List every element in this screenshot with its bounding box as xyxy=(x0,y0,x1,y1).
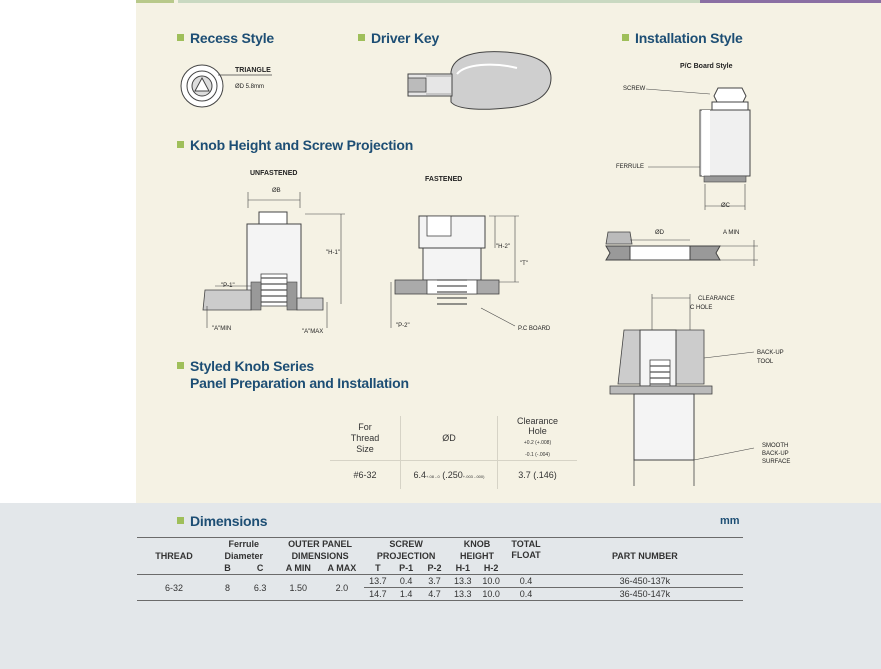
fastened-drawing xyxy=(385,198,545,338)
outer-panel-header: OUTER PANEL xyxy=(276,538,363,551)
clearance-table xyxy=(330,416,577,489)
dimensions-table xyxy=(137,537,743,601)
t-cell: 14.7 xyxy=(364,588,392,601)
a-min-knob-label: "A"MIN xyxy=(212,326,232,332)
table-row xyxy=(137,575,743,588)
p1-cell: 0.4 xyxy=(392,575,420,588)
knob-height-header: KNOB xyxy=(449,538,506,551)
recess-shape-label: TRIANGLE xyxy=(235,67,271,74)
p2-subheader: P-2 xyxy=(420,562,448,575)
bullet-icon xyxy=(177,141,184,148)
h2-label: "H-2" xyxy=(496,244,510,250)
units-label: mm xyxy=(720,515,740,527)
bullet-icon xyxy=(622,34,629,41)
clearance-label: CLEARANCE xyxy=(698,296,735,302)
p1-label: "P-1" xyxy=(221,283,235,289)
part-number-cell: 36-450-137k xyxy=(547,575,743,588)
a-min-label: A MIN xyxy=(723,230,740,236)
panel-prep-heading: Panel Preparation and Installation xyxy=(190,375,409,391)
backup-tool-label-2: TOOL xyxy=(757,359,774,365)
bullet-icon xyxy=(177,34,184,41)
total-float-header: TOTAL FLOAT xyxy=(505,538,546,563)
driver-key-heading: Driver Key xyxy=(358,29,439,47)
backup-tool-label: BACK-UP xyxy=(757,350,784,356)
fastened-label: FASTENED xyxy=(425,176,463,183)
float-cell: 0.4 xyxy=(505,575,546,588)
float-cell: 0.4 xyxy=(505,588,546,601)
d-cell: 6.4+.08 -.0 (.250+.003 -.000) xyxy=(401,461,498,489)
bullet-icon xyxy=(177,362,184,369)
clearance-hole-header: Clearance Hole +0.2 (+.008) -0.1 (-.004) xyxy=(498,416,578,461)
a-min-cell: 1.50 xyxy=(276,575,320,601)
t-subheader: T xyxy=(364,562,392,575)
screw-projection-header: SCREW xyxy=(364,538,449,551)
ferrule-header-2: Diameter xyxy=(224,551,264,561)
thread-size-cell: #6-32 xyxy=(330,461,401,489)
recess-diameter-label: ØD 5.8mm xyxy=(235,84,265,90)
bullet-icon xyxy=(358,34,365,41)
pc-board-label: P.C BOARD xyxy=(518,326,551,332)
t-cell: 13.7 xyxy=(364,575,392,588)
c-subheader: C xyxy=(244,562,277,575)
knob-height-heading: Knob Height and Screw Projection xyxy=(177,136,413,154)
h1-subheader: H-1 xyxy=(449,562,477,575)
p1-subheader: P-1 xyxy=(392,562,420,575)
driver-key-drawing xyxy=(405,50,555,115)
part-number-cell: 36-450-147k xyxy=(547,588,743,601)
thread-header: THREAD xyxy=(137,538,211,575)
h1-cell: 13.3 xyxy=(449,575,477,588)
pc-board-style-label: P/C Board Style xyxy=(680,63,733,70)
screw-label: SCREW xyxy=(623,86,646,92)
h2-cell: 10.0 xyxy=(477,575,505,588)
a-min-subheader: A MIN xyxy=(276,562,320,575)
bullet-icon xyxy=(177,517,184,524)
panel-prep-drawing xyxy=(600,290,770,500)
top-accent-bar xyxy=(700,0,881,3)
b-cell: 8 xyxy=(211,575,244,601)
a-max-knob-label: "A"MAX xyxy=(302,329,324,335)
top-accent-bar xyxy=(136,0,174,3)
p2-cell: 3.7 xyxy=(420,575,448,588)
unfastened-drawing xyxy=(195,186,345,336)
h1-cell: 13.3 xyxy=(449,588,477,601)
p1-cell: 1.4 xyxy=(392,588,420,601)
t-label: "T" xyxy=(520,261,528,267)
a-max-cell: 2.0 xyxy=(320,575,364,601)
screw-projection-header-2: PROJECTION xyxy=(376,551,436,561)
smooth-label-3: SURFACE xyxy=(762,459,791,465)
recess-style-heading: Recess Style xyxy=(177,29,274,47)
styled-knob-heading: Styled Knob Series xyxy=(177,357,314,375)
ferrule-label: FERRULE xyxy=(616,164,645,170)
b-subheader: B xyxy=(211,562,244,575)
part-number-header: PART NUMBER xyxy=(547,538,743,575)
installation-drawing xyxy=(600,80,760,270)
p2-label: "P-2" xyxy=(396,323,410,329)
unfastened-label: UNFASTENED xyxy=(250,170,298,177)
installation-style-heading: Installation Style xyxy=(622,29,743,47)
h1-label: "H-1" xyxy=(326,250,340,256)
d-diameter-label: ØD xyxy=(655,230,664,236)
smooth-label-2: BACK-UP xyxy=(762,451,789,457)
c-cell: 6.3 xyxy=(244,575,277,601)
b-diameter-label: ØB xyxy=(272,188,281,194)
d-header: ØD xyxy=(401,416,498,461)
p2-cell: 4.7 xyxy=(420,588,448,601)
for-thread-size-header: For Thread Size xyxy=(330,416,401,461)
h2-subheader: H-2 xyxy=(477,562,505,575)
thread-cell: 6-32 xyxy=(137,575,211,601)
c-diameter-label: ØC xyxy=(721,203,730,209)
a-max-subheader: A MAX xyxy=(320,562,364,575)
ferrule-header: Ferrule xyxy=(211,538,276,551)
knob-height-header-2: HEIGHT xyxy=(459,551,494,561)
outer-panel-header-2: DIMENSIONS xyxy=(291,551,349,561)
clearance-hole-label: C HOLE xyxy=(690,305,713,311)
h2-cell: 10.0 xyxy=(477,588,505,601)
float-subheader xyxy=(505,562,546,575)
clearance-cell: 3.7 (.146) xyxy=(498,461,578,489)
dimensions-heading: Dimensions xyxy=(177,512,267,530)
smooth-label: SMOOTH xyxy=(762,443,789,449)
